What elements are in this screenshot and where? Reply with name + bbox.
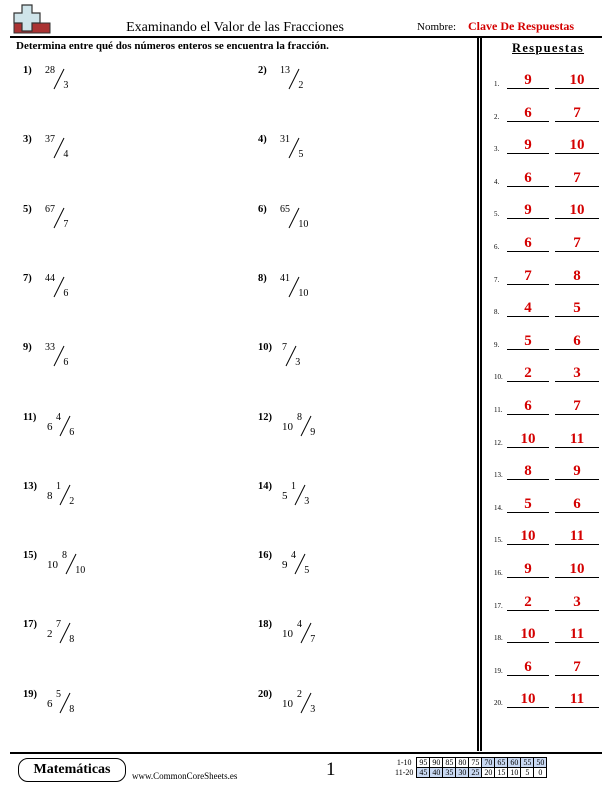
answer-row bbox=[494, 561, 604, 581]
denominator: 2 bbox=[69, 495, 75, 507]
answer-lower-value: 6 bbox=[524, 104, 532, 121]
score-cell: 65 bbox=[495, 758, 508, 768]
answer-upper-value: 7 bbox=[573, 169, 581, 186]
answer-row bbox=[494, 431, 604, 451]
answer-lower-value: 10 bbox=[520, 528, 536, 545]
score-row-label: 1-10 bbox=[396, 758, 412, 767]
score-cell: 80 bbox=[456, 758, 469, 768]
problem-item bbox=[258, 342, 458, 382]
answer-lower-value: 2 bbox=[524, 593, 532, 610]
problem-item bbox=[258, 550, 458, 590]
header-divider bbox=[10, 36, 602, 38]
answer-line bbox=[507, 675, 549, 676]
name-value: Clave De Respuestas bbox=[468, 19, 574, 33]
answer-lower-value: 6 bbox=[524, 658, 532, 675]
column-divider bbox=[477, 37, 479, 751]
denominator: 7 bbox=[63, 218, 69, 230]
denominator: 8 bbox=[69, 703, 75, 715]
problem-item bbox=[258, 619, 458, 659]
answer-line bbox=[555, 707, 599, 708]
whole-number: 5 bbox=[282, 489, 288, 502]
answer-lower-value: 6 bbox=[524, 235, 532, 251]
answer-lower-value: 9 bbox=[524, 561, 532, 577]
answer-row bbox=[494, 691, 604, 711]
problem-item bbox=[258, 481, 458, 521]
score-cell: 20 bbox=[482, 768, 495, 778]
answer-line bbox=[555, 381, 599, 382]
answer-line bbox=[507, 284, 549, 285]
answer-number: 15. bbox=[494, 536, 503, 545]
answer-number: 3. bbox=[494, 145, 500, 154]
numerator: 44 bbox=[45, 272, 55, 284]
answer-line bbox=[507, 707, 549, 708]
score-cell: 0 bbox=[534, 768, 547, 778]
denominator: 9 bbox=[310, 426, 316, 438]
problem-item bbox=[23, 412, 223, 452]
problem-number: 19) bbox=[23, 688, 37, 700]
numerator: 65 bbox=[280, 203, 290, 215]
whole-number: 9 bbox=[282, 559, 288, 572]
answer-line bbox=[507, 251, 549, 252]
answer-row bbox=[494, 594, 604, 614]
numerator: 2 bbox=[297, 688, 302, 700]
answer-lower-value: 4 bbox=[524, 300, 532, 317]
answer-number: 4. bbox=[494, 177, 500, 186]
whole-number: 10 bbox=[47, 559, 58, 572]
answer-row bbox=[494, 235, 604, 255]
problem-item bbox=[23, 342, 223, 382]
problem-item bbox=[23, 134, 223, 174]
denominator: 10 bbox=[75, 565, 86, 577]
answer-row bbox=[494, 105, 604, 125]
answer-row bbox=[494, 626, 604, 646]
problem-number: 17) bbox=[23, 619, 37, 631]
answer-number: 5. bbox=[494, 210, 500, 219]
answer-number: 8. bbox=[494, 308, 500, 317]
page-number: 1 bbox=[326, 759, 336, 780]
problem-item bbox=[23, 550, 223, 590]
whole-number: 6 bbox=[47, 697, 53, 710]
answer-line bbox=[507, 316, 549, 317]
answer-lower-value: 9 bbox=[524, 137, 532, 154]
score-cell: 95 bbox=[417, 758, 430, 768]
problem-number: 5) bbox=[23, 203, 32, 215]
score-cell: 30 bbox=[456, 768, 469, 778]
answer-upper-value: 6 bbox=[573, 495, 581, 512]
score-cell: 15 bbox=[495, 768, 508, 778]
answers-title: Respuestas bbox=[512, 41, 585, 55]
answer-row bbox=[494, 365, 604, 385]
answer-line bbox=[555, 544, 599, 545]
problem-number: 11) bbox=[23, 411, 37, 423]
answer-upper-value: 11 bbox=[569, 430, 585, 447]
answer-row bbox=[494, 528, 604, 548]
answer-upper-value: 5 bbox=[573, 300, 581, 317]
problem-number: 13) bbox=[23, 480, 37, 492]
problem-number: 6) bbox=[258, 203, 267, 215]
footer-divider bbox=[10, 752, 602, 754]
score-row-label: 11-20 bbox=[395, 768, 414, 777]
answer-lower-value: 5 bbox=[524, 495, 532, 512]
problem-number: 9) bbox=[23, 342, 32, 354]
answer-upper-value: 9 bbox=[573, 463, 581, 480]
answer-line bbox=[555, 414, 599, 415]
answer-lower-value: 5 bbox=[524, 332, 532, 349]
answer-upper-value: 10 bbox=[569, 72, 585, 88]
answer-line bbox=[555, 121, 599, 122]
denominator: 2 bbox=[298, 80, 304, 91]
numerator: 5 bbox=[56, 688, 61, 700]
denominator: 4 bbox=[63, 149, 69, 161]
score-cell: 60 bbox=[508, 758, 521, 768]
numerator: 33 bbox=[45, 342, 55, 354]
answer-line bbox=[555, 186, 599, 187]
numerator: 67 bbox=[45, 203, 55, 215]
score-cell: 5 bbox=[521, 768, 534, 778]
answer-line bbox=[555, 675, 599, 676]
answer-line bbox=[555, 512, 599, 513]
answer-lower-value: 7 bbox=[524, 267, 532, 284]
numerator: 1 bbox=[56, 480, 61, 492]
numerator: 31 bbox=[280, 134, 290, 146]
score-cell: 35 bbox=[443, 768, 456, 778]
answer-line bbox=[507, 218, 549, 219]
score-cell: 10 bbox=[508, 768, 521, 778]
problem-item bbox=[23, 204, 223, 244]
answer-row bbox=[494, 268, 604, 288]
page-title: Examinando el Valor de las Fracciones bbox=[126, 20, 344, 35]
answer-line bbox=[507, 479, 549, 480]
answer-upper-value: 10 bbox=[569, 561, 585, 577]
numerator: 4 bbox=[297, 619, 302, 631]
answer-upper-value: 6 bbox=[573, 332, 581, 349]
answer-number: 12. bbox=[494, 438, 503, 447]
denominator: 3 bbox=[304, 495, 310, 507]
score-cell: 40 bbox=[430, 768, 443, 778]
answer-line bbox=[507, 447, 549, 448]
problem-number: 8) bbox=[258, 272, 267, 284]
problem-number: 18) bbox=[258, 619, 272, 631]
score-table bbox=[393, 757, 547, 778]
answer-number: 17. bbox=[494, 601, 503, 610]
subject-badge: Matemáticas bbox=[18, 758, 126, 782]
answer-lower-value: 6 bbox=[524, 169, 532, 186]
score-row bbox=[393, 768, 547, 778]
answer-line bbox=[555, 284, 599, 285]
answer-upper-value: 8 bbox=[573, 267, 581, 284]
answer-line bbox=[507, 121, 549, 122]
problem-number: 4) bbox=[258, 134, 267, 146]
whole-number: 10 bbox=[282, 697, 293, 710]
answer-number: 13. bbox=[494, 471, 503, 480]
answer-upper-value: 3 bbox=[573, 593, 581, 610]
score-cell: 90 bbox=[430, 758, 443, 768]
denominator: 6 bbox=[69, 426, 75, 438]
problem-item bbox=[23, 481, 223, 521]
answer-number: 9. bbox=[494, 340, 500, 349]
answer-line bbox=[555, 447, 599, 448]
denominator: 3 bbox=[63, 80, 69, 91]
answer-number: 11. bbox=[494, 406, 503, 414]
answer-number: 1. bbox=[494, 80, 500, 88]
score-cell: 75 bbox=[469, 758, 482, 768]
answer-row bbox=[494, 398, 604, 418]
whole-number: 6 bbox=[47, 420, 53, 433]
answer-line bbox=[507, 642, 549, 643]
answer-number: 20. bbox=[494, 699, 503, 708]
problem-item bbox=[258, 134, 458, 174]
problem-number: 15) bbox=[23, 550, 37, 562]
problem-item bbox=[258, 273, 458, 313]
answer-lower-value: 10 bbox=[520, 626, 536, 643]
column-divider bbox=[480, 37, 482, 751]
answer-upper-value: 7 bbox=[573, 398, 581, 414]
answer-row bbox=[494, 496, 604, 516]
answer-line bbox=[555, 479, 599, 480]
answer-lower-value: 9 bbox=[524, 72, 532, 88]
answer-upper-value: 7 bbox=[573, 104, 581, 121]
numerator: 37 bbox=[45, 134, 55, 146]
answer-upper-value: 10 bbox=[569, 202, 585, 219]
problem-item bbox=[258, 689, 458, 729]
problem-number: 14) bbox=[258, 480, 272, 492]
problem-item bbox=[258, 412, 458, 452]
website-link[interactable]: www.CommonCoreSheets.es bbox=[132, 771, 238, 781]
problem-item bbox=[23, 65, 223, 105]
denominator: 5 bbox=[304, 565, 310, 577]
answer-row bbox=[494, 72, 604, 92]
answer-row bbox=[494, 137, 604, 157]
answer-number: 7. bbox=[494, 275, 500, 284]
answer-line bbox=[507, 381, 549, 382]
numerator: 7 bbox=[282, 342, 287, 354]
denominator: 6 bbox=[63, 287, 69, 299]
numerator: 8 bbox=[297, 411, 302, 423]
answer-upper-value: 11 bbox=[569, 528, 585, 545]
whole-number: 10 bbox=[282, 628, 293, 641]
answer-number: 10. bbox=[494, 373, 503, 382]
answer-row bbox=[494, 300, 604, 320]
whole-number: 10 bbox=[282, 420, 293, 433]
answer-line bbox=[555, 88, 599, 89]
score-cell: 55 bbox=[521, 758, 534, 768]
answer-number: 19. bbox=[494, 666, 503, 675]
name-label: Nombre: bbox=[417, 21, 457, 33]
problem-number: 3) bbox=[23, 134, 32, 146]
answer-line bbox=[507, 512, 549, 513]
answer-line bbox=[507, 349, 549, 350]
answer-number: 18. bbox=[494, 634, 503, 643]
answer-line bbox=[507, 544, 549, 545]
numerator: 4 bbox=[56, 411, 61, 423]
numerator: 13 bbox=[280, 65, 290, 76]
answer-line bbox=[507, 610, 549, 611]
answer-lower-value: 9 bbox=[524, 202, 532, 219]
problem-item bbox=[258, 65, 458, 105]
answer-upper-value: 10 bbox=[569, 137, 585, 154]
answer-line bbox=[507, 186, 549, 187]
numerator: 41 bbox=[280, 272, 290, 284]
numerator: 28 bbox=[45, 65, 55, 76]
answer-line bbox=[555, 577, 599, 578]
score-cell: 50 bbox=[534, 758, 547, 768]
numerator: 1 bbox=[291, 480, 296, 492]
answer-number: 6. bbox=[494, 243, 500, 251]
denominator: 5 bbox=[298, 149, 304, 161]
numerator: 8 bbox=[62, 550, 67, 562]
answer-number: 16. bbox=[494, 569, 503, 577]
score-cell: 70 bbox=[482, 758, 495, 768]
answer-line bbox=[555, 349, 599, 350]
answer-line bbox=[507, 577, 549, 578]
score-cell: 45 bbox=[417, 768, 430, 778]
problem-item bbox=[23, 689, 223, 729]
denominator: 10 bbox=[298, 287, 309, 299]
answer-lower-value: 10 bbox=[520, 691, 536, 708]
denominator: 3 bbox=[295, 357, 301, 369]
score-row bbox=[393, 758, 547, 768]
whole-number: 8 bbox=[47, 489, 53, 502]
numerator: 7 bbox=[56, 619, 61, 631]
answer-lower-value: 2 bbox=[524, 365, 532, 382]
problem-item bbox=[23, 619, 223, 659]
score-cell: 25 bbox=[469, 768, 482, 778]
answer-lower-value: 8 bbox=[524, 463, 532, 480]
answer-upper-value: 7 bbox=[573, 658, 581, 675]
answer-row bbox=[494, 202, 604, 222]
answer-upper-value: 7 bbox=[573, 235, 581, 251]
answer-line bbox=[555, 642, 599, 643]
problem-number: 7) bbox=[23, 272, 32, 284]
answer-lower-value: 10 bbox=[520, 430, 536, 447]
problem-item bbox=[23, 273, 223, 313]
answer-line bbox=[555, 251, 599, 252]
problem-number: 2) bbox=[258, 65, 267, 76]
answer-line bbox=[555, 153, 599, 154]
problem-number: 20) bbox=[258, 688, 272, 700]
answer-line bbox=[555, 218, 599, 219]
answer-row bbox=[494, 659, 604, 679]
answer-lower-value: 6 bbox=[524, 398, 532, 414]
problem-item bbox=[258, 204, 458, 244]
answer-row bbox=[494, 463, 604, 483]
problem-number: 1) bbox=[23, 65, 32, 76]
instructions: Determina entre qué dos números enteros se encuentra la fracción. bbox=[16, 40, 329, 52]
answer-line bbox=[507, 414, 549, 415]
numerator: 4 bbox=[291, 550, 296, 562]
answer-upper-value: 11 bbox=[569, 691, 585, 708]
score-cell: 85 bbox=[443, 758, 456, 768]
answer-line bbox=[555, 610, 599, 611]
answer-upper-value: 3 bbox=[573, 365, 581, 382]
answer-line bbox=[507, 88, 549, 89]
answer-line bbox=[555, 316, 599, 317]
denominator: 8 bbox=[69, 634, 75, 646]
answer-upper-value: 11 bbox=[569, 626, 585, 643]
denominator: 3 bbox=[310, 703, 316, 715]
whole-number: 2 bbox=[47, 628, 53, 641]
answer-line bbox=[507, 153, 549, 154]
answer-number: 14. bbox=[494, 503, 503, 512]
problem-number: 16) bbox=[258, 550, 272, 562]
denominator: 7 bbox=[310, 634, 316, 646]
problem-number: 10) bbox=[258, 342, 272, 354]
denominator: 6 bbox=[63, 357, 69, 369]
answer-row bbox=[494, 333, 604, 353]
answer-number: 2. bbox=[494, 112, 500, 121]
denominator: 10 bbox=[298, 218, 309, 230]
problem-number: 12) bbox=[258, 411, 272, 423]
answer-row bbox=[494, 170, 604, 190]
